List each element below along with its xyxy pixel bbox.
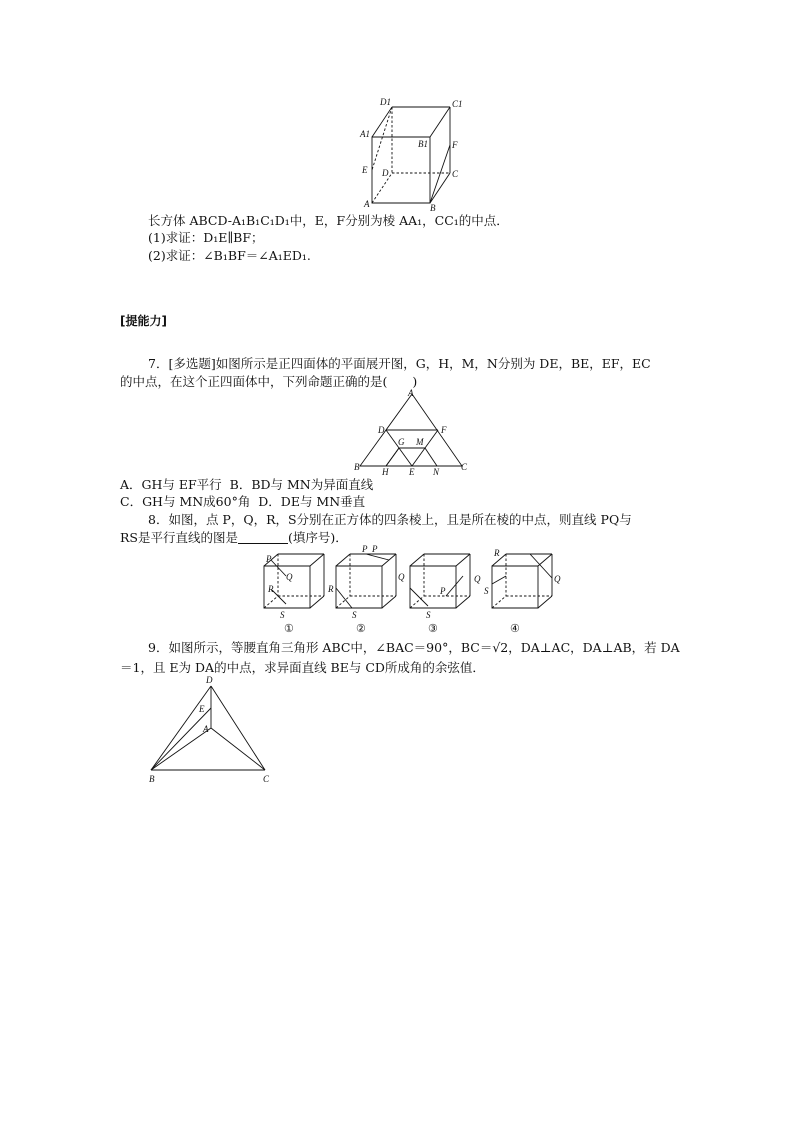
svg-text:S: S [484, 586, 489, 596]
option-b: B．BD与 MN为异面直线 [229, 477, 374, 492]
fig7-label-D: D [378, 425, 385, 435]
svg-text:P: P [372, 544, 378, 554]
fig9-label-E: E [199, 704, 205, 714]
svg-text:P: P [440, 586, 446, 596]
option-a: A．GH与 EF平行 [120, 477, 222, 492]
cube-4 [484, 548, 561, 635]
fig7-label-M: M [416, 437, 424, 447]
fig7-label-A: A [408, 388, 414, 398]
svg-text:S: S [352, 610, 357, 620]
svg-text:①: ① [284, 623, 294, 635]
fig1-label-D1: D1 [380, 97, 391, 107]
svg-text:S: S [426, 610, 431, 620]
svg-text:P: P [362, 544, 368, 554]
problem7-options-row1 [120, 477, 373, 493]
fig7-label-B: B [354, 462, 360, 472]
problem8-line2: RS是平行直线的图是 (填序号)． [120, 530, 348, 545]
fig7-label-H: H [382, 467, 389, 477]
svg-text:Q: Q [398, 572, 405, 582]
problem6-statement: 长方体 ABCD-A₁B₁C₁D₁中，E，F分别为棱 AA₁，CC₁的中点． [148, 213, 509, 228]
fig7-label-G: G [398, 437, 405, 447]
problem6-part2: (2)求证：∠B₁BF＝∠A₁ED₁. [148, 248, 311, 263]
svg-text:③: ③ [428, 623, 438, 635]
option-d: D．DE与 MN垂直 [258, 494, 366, 509]
svg-text:S: S [280, 610, 285, 620]
fig1-label-E: E [362, 165, 368, 175]
fig7-label-N: N [433, 467, 440, 477]
cube-2 [327, 544, 405, 635]
section-heading: [提能力] [120, 314, 167, 328]
cube-1 [264, 554, 324, 635]
svg-text:R: R [494, 548, 500, 558]
answer-blank[interactable] [238, 531, 288, 544]
fig7-label-F: F [441, 425, 447, 435]
fig1-label-C1: C1 [452, 99, 463, 109]
problem9-line2: ＝1，且 E为 DA的中点，求异面直线 BE与 CD所成角的余弦值． [120, 660, 485, 675]
svg-text:P: P [266, 554, 272, 564]
fig1-label-B: B [430, 203, 436, 213]
tetrahedron-net-figure [350, 388, 470, 476]
fig1-label-A: A [364, 199, 370, 209]
problem8-line1: 8．如图，点 P，Q，R，S分别在正方体的四条棱上，且是所在棱的中点，则直线 PQ与 [148, 512, 632, 527]
svg-text:Q: Q [474, 574, 481, 584]
svg-text:R: R [268, 584, 274, 594]
cube-3 [371, 544, 481, 635]
problem6-part1: (1)求证：D₁E∥BF； [148, 230, 264, 245]
fig9-label-D: D [206, 675, 213, 685]
fig1-label-A1: A1 [360, 129, 370, 139]
cube-options-figure [258, 544, 561, 638]
problem7-line1: 7．[多选题]如图所示是正四面体的平面展开图，G，H，M，N分别为 DE，BE，EF，EC [148, 356, 651, 371]
svg-text:④: ④ [510, 623, 520, 635]
fig9-label-A: A [203, 724, 209, 734]
fig7-label-E: E [409, 467, 415, 477]
svg-text:②: ② [356, 623, 366, 635]
fig1-label-F: F [452, 140, 458, 150]
cuboid-figure [350, 95, 470, 213]
svg-text:Q: Q [554, 574, 561, 584]
svg-text:R: R [328, 584, 334, 594]
problem7-line2: 的中点，在这个正四面体中，下列命题正确的是( ) [120, 374, 418, 389]
problem9-line1: 9．如图所示，等腰直角三角形 ABC中，∠BAC＝90°，BC＝√2，DA⊥AC，DA⊥AB，若 DA [148, 640, 680, 655]
fig9-label-C: C [263, 774, 270, 784]
fig1-label-D: D [382, 168, 389, 178]
problem7-options-row2 [120, 494, 365, 510]
fig1-label-C: C [452, 169, 459, 179]
triangle-pyramid-figure [145, 672, 280, 787]
fig1-label-B1: B1 [418, 139, 428, 149]
option-c: C．GH与 MN成60°角 [120, 494, 251, 509]
svg-text:Q: Q [286, 572, 293, 582]
fig9-label-B: B [149, 774, 155, 784]
fig7-label-C: C [461, 462, 468, 472]
